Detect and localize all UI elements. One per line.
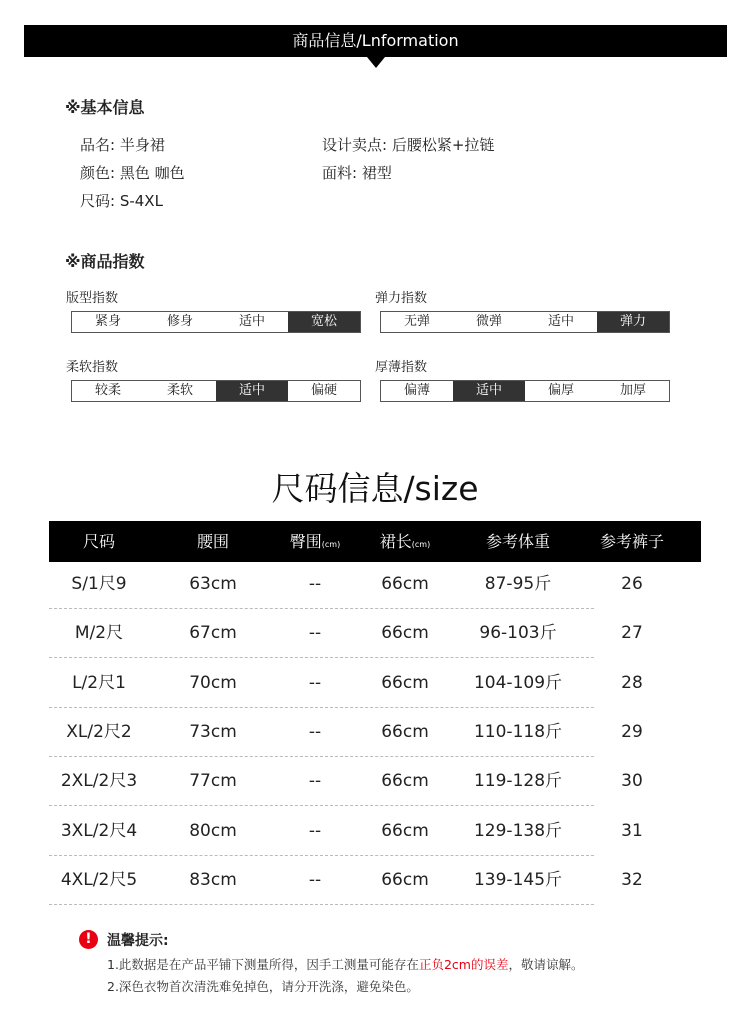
header-pants: 参考裤子 xyxy=(599,532,664,551)
thick-option: 适中 xyxy=(453,381,525,401)
pants-cell: 30 xyxy=(621,771,643,792)
soft-option: 偏硬 xyxy=(310,383,337,398)
fabric: 面料: 裙型 xyxy=(322,164,392,182)
soft-option: 柔软 xyxy=(166,383,193,398)
product-color: 颜色: 黑色 咖色 xyxy=(80,164,185,182)
hip-cell: -- xyxy=(308,820,322,841)
table-row xyxy=(49,858,701,907)
elastic-index-bar xyxy=(380,311,670,333)
waist-cell: 67cm xyxy=(189,623,237,644)
header-length-label: 裙长 xyxy=(379,532,412,551)
table-row xyxy=(49,562,701,611)
waist-cell: 77cm xyxy=(189,771,237,792)
table-row xyxy=(49,759,701,808)
weight-cell: 139-145斤 xyxy=(473,869,563,890)
thick-option: 偏厚 xyxy=(547,383,574,398)
size-title: 尺码信息/size xyxy=(271,469,479,508)
soft-index-bar xyxy=(71,380,361,402)
fit-index-label: 版型指数 xyxy=(66,291,119,306)
size-cell: M/2尺 xyxy=(74,623,124,644)
length-cell: 66cm xyxy=(381,672,429,693)
length-cell: 66cm xyxy=(381,820,429,841)
soft-option: 较柔 xyxy=(94,383,121,398)
pants-cell: 27 xyxy=(621,623,643,644)
table-row xyxy=(49,809,701,858)
product-size: 尺码: S-4XL xyxy=(80,192,163,210)
tip-line-2: 2.深色衣物首次清洗难免掉色，请分开洗涤，避免染色。 xyxy=(107,979,419,994)
table-row xyxy=(49,611,701,660)
banner-notch xyxy=(367,57,385,68)
elastic-option: 弹力 xyxy=(597,312,669,332)
length-cell: 66cm xyxy=(381,574,429,594)
weight-cell: 110-118斤 xyxy=(473,721,563,742)
row-divider xyxy=(49,756,594,757)
header-hip xyxy=(267,521,363,562)
elastic-index-label: 弹力指数 xyxy=(375,291,428,306)
hip-cell: -- xyxy=(308,869,322,890)
waist-cell: 80cm xyxy=(189,820,237,841)
weight-cell: 96-103斤 xyxy=(479,623,557,644)
waist-cell: 73cm xyxy=(189,721,237,742)
row-divider xyxy=(49,608,594,609)
elastic-option: 微弹 xyxy=(475,314,502,329)
soft-option: 适中 xyxy=(216,381,288,401)
tip-line-1-a: 1.此数据是在产品平铺下测量所得，因手工测量可能存在 xyxy=(107,957,419,972)
size-cell: XL/2尺2 xyxy=(66,721,132,742)
warning-icon: ! xyxy=(79,930,98,949)
hip-cell: -- xyxy=(308,672,322,693)
pants-cell: 32 xyxy=(621,869,643,890)
waist-cell: 83cm xyxy=(189,869,237,890)
header-length xyxy=(357,521,453,562)
elastic-option: 无弹 xyxy=(403,314,430,329)
fit-option: 紧身 xyxy=(94,314,121,329)
pants-cell: 26 xyxy=(621,574,643,594)
soft-index-label: 柔软指数 xyxy=(66,360,119,375)
design-feature: 设计卖点: 后腰松紧+拉链 xyxy=(322,136,495,154)
header-length-unit: (cm) xyxy=(411,540,431,549)
row-divider xyxy=(49,904,594,905)
pants-cell: 28 xyxy=(621,672,643,693)
product-name: 品名: 半身裙 xyxy=(80,136,165,154)
size-cell: 2XL/2尺3 xyxy=(60,771,138,792)
header-weight: 参考体重 xyxy=(485,532,550,551)
header-hip-label: 臀围 xyxy=(289,532,322,551)
elastic-option: 适中 xyxy=(547,314,574,329)
header-size: 尺码 xyxy=(82,532,115,551)
length-cell: 66cm xyxy=(381,623,429,644)
size-cell: S/1尺9 xyxy=(71,574,127,594)
row-divider xyxy=(49,657,594,658)
tip-line-1-red: 正负2cm的误差 xyxy=(418,957,509,972)
fit-index-bar xyxy=(71,311,361,333)
size-table-header xyxy=(49,521,701,562)
thick-index-bar xyxy=(380,380,670,402)
hip-cell: -- xyxy=(308,623,322,644)
weight-cell: 129-138斤 xyxy=(473,820,563,841)
table-row xyxy=(49,710,701,759)
header-hip-unit: (cm) xyxy=(321,540,341,549)
row-divider xyxy=(49,855,594,856)
waist-cell: 70cm xyxy=(189,672,237,693)
weight-cell: 119-128斤 xyxy=(473,771,563,792)
thick-option: 加厚 xyxy=(619,383,646,398)
pants-cell: 29 xyxy=(621,721,643,742)
row-divider xyxy=(49,707,594,708)
thick-option: 偏薄 xyxy=(403,383,430,398)
waist-cell: 63cm xyxy=(189,574,237,594)
table-row xyxy=(49,661,701,710)
hip-cell: -- xyxy=(308,721,322,742)
hip-cell: -- xyxy=(308,771,322,792)
header-waist: 腰围 xyxy=(196,532,229,551)
length-cell: 66cm xyxy=(381,869,429,890)
size-cell: 3XL/2尺4 xyxy=(60,820,138,841)
hip-cell: -- xyxy=(308,574,322,594)
index-heading: ※商品指数 xyxy=(65,252,145,271)
weight-cell: 104-109斤 xyxy=(473,672,563,693)
tips-title: 温馨提示: xyxy=(107,933,169,949)
size-cell: 4XL/2尺5 xyxy=(60,869,138,890)
fit-option: 适中 xyxy=(238,314,265,329)
length-cell: 66cm xyxy=(381,721,429,742)
pants-cell: 31 xyxy=(621,820,643,841)
fit-option: 宽松 xyxy=(288,312,360,332)
weight-cell: 87-95斤 xyxy=(484,574,552,594)
tip-line-1-b: ，敬请谅解。 xyxy=(508,957,584,972)
fit-option: 修身 xyxy=(166,314,193,329)
length-cell: 66cm xyxy=(381,771,429,792)
row-divider xyxy=(49,805,594,806)
section-banner: 商品信息/Lnformation xyxy=(24,25,727,57)
tip-line-1 xyxy=(107,955,583,973)
basic-info-heading: ※基本信息 xyxy=(65,98,145,117)
thick-index-label: 厚薄指数 xyxy=(375,360,428,375)
size-cell: L/2尺1 xyxy=(72,672,126,693)
